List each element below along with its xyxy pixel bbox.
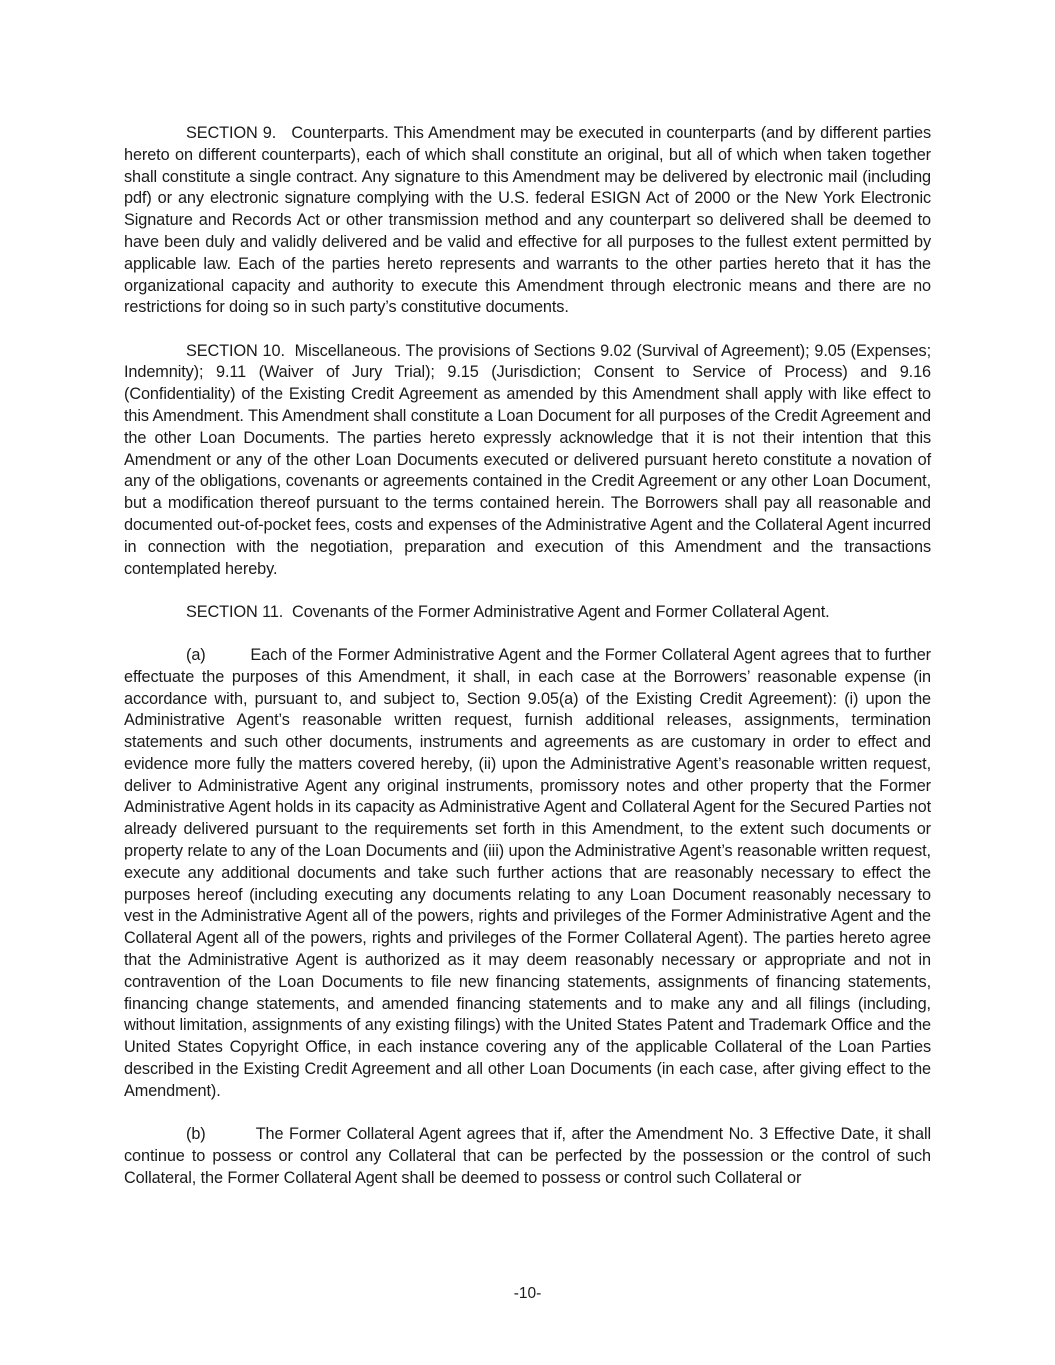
page-number: -10- bbox=[513, 1285, 542, 1302]
paragraph-section-11-a: (a) Each of the Former Administrative Agent and the Former Collateral Agent agrees that to further effectuate the purposes of this Amendment, it shall, in each case at the Borrowers’ reasonable expense (in accordance with, pursuant to, and subject to, Section 9.05(a) of the Existing Credit Agreement): (i) upon the Administrative Agent’s reasonable written request, furnish additional releases, assignments, termination statements and such other documents, instruments and agreements as are customary in order to effect and evidence more fully the matters covered hereby, (ii) upon the Administrative Agent’s reasonable written request, deliver to Administrative Agent any original instruments, promissory notes and other property that the Former Administrative Agent holds in its capacity as Administrative Agent and Collateral Agent for the Secured Parties not already delivered pursuant to the requirements set forth in this Amendment, to the extent such documents or property relate to any of the Loan Documents and (iii) upon the Administrative Agent’s reasonable written request, execute any additional documents and take such further actions that are reasonably necessary to effect the purposes hereof (including executing any documents relating to any Loan Document reasonably necessary to vest in the Administrative Agent all of the powers, rights and privileges of the Former Administrative Agent and the Collateral Agent all of the powers, rights and privileges of the Former Collateral Agent). The parties hereto agree that the Administrative Agent is authorized as it may deem reasonably necessary or appropriate and not in contravention of the Loan Documents to file new financing statements, assignments of financing statements, financing change statements, and amended financing statements and to make any and all filings (including, without limitation, assignments of any existing filings) with the United States Patent and Trademark Office and the United States Copyright Office, in each instance covering any of the applicable Collateral of the Loan Parties described in the Existing Credit Agreement and all other Loan Documents (in each case, after giving effect to the Amendment). bbox=[124, 645, 931, 1100]
paragraph-section-11-b: (b) The Former Collateral Agent agrees that if, after the Amendment No. 3 Effective Date, it shall continue to possess or control any Collateral that can be perfected by the possession or the control of such Collateral, the Former Collateral Agent shall be deemed to possess or control such Collateral or bbox=[124, 1125, 931, 1187]
paragraph-section-10: SECTION 10. Miscellaneous. The provisions of Sections 9.02 (Survival of Agreement); 9.05 (Expenses; Indemnity); 9.11 (Waiver of Jury Trial); 9.15 (Jurisdiction; Consent to Service of Process) and 9.16 (Confidentiality) of the Existing Credit Agreement as amended by this Amendment shall apply with like effect to this Amendment. This Amendment shall constitute a Loan Document for all purposes of the Credit Agreement and the other Loan Documents. The parties hereto expressly acknowledge that it is not their intention that this Amendment or any of the other Loan Documents executed or delivered pursuant hereto constitute a novation of any of the obligations, covenants or agreements contained in the Credit Agreement or any other Loan Document, but a modification thereof pursuant to the terms contained herein. The Borrowers shall pay all reasonable and documented out-of-pocket fees, costs and expenses of the Administrative Agent and the Collateral Agent incurred in connection with the negotiation, preparation and execution of this Amendment and the transactions contemplated hereby. bbox=[124, 341, 931, 578]
paragraph-section-9: SECTION 9. Counterparts. This Amendment may be executed in counterparts (and by different parties hereto on different counterparts), each of which shall constitute an original, but all of which when taken together shall constitute a single contract. Any signature to this Amendment may be delivered by electronic mail (including pdf) or any electronic signature complying with the U.S. federal ESIGN Act of 2000 or the New York Electronic Signature and Records Act or other transmission method and any counterpart so delivered shall be deemed to have been duly and validly delivered and be valid and effective for all purposes to the fullest extent permitted by applicable law. Each of the parties hereto represents and warrants to the other parties hereto that it has the organizational capacity and authority to execute this Amendment through electronic means and there are no restrictions for doing so in such party’s constitutive documents. bbox=[124, 124, 931, 317]
document-body bbox=[124, 123, 931, 1211]
paragraph-section-11-heading: SECTION 11. Covenants of the Former Administrative Agent and Former Collateral Agent. bbox=[186, 602, 830, 621]
